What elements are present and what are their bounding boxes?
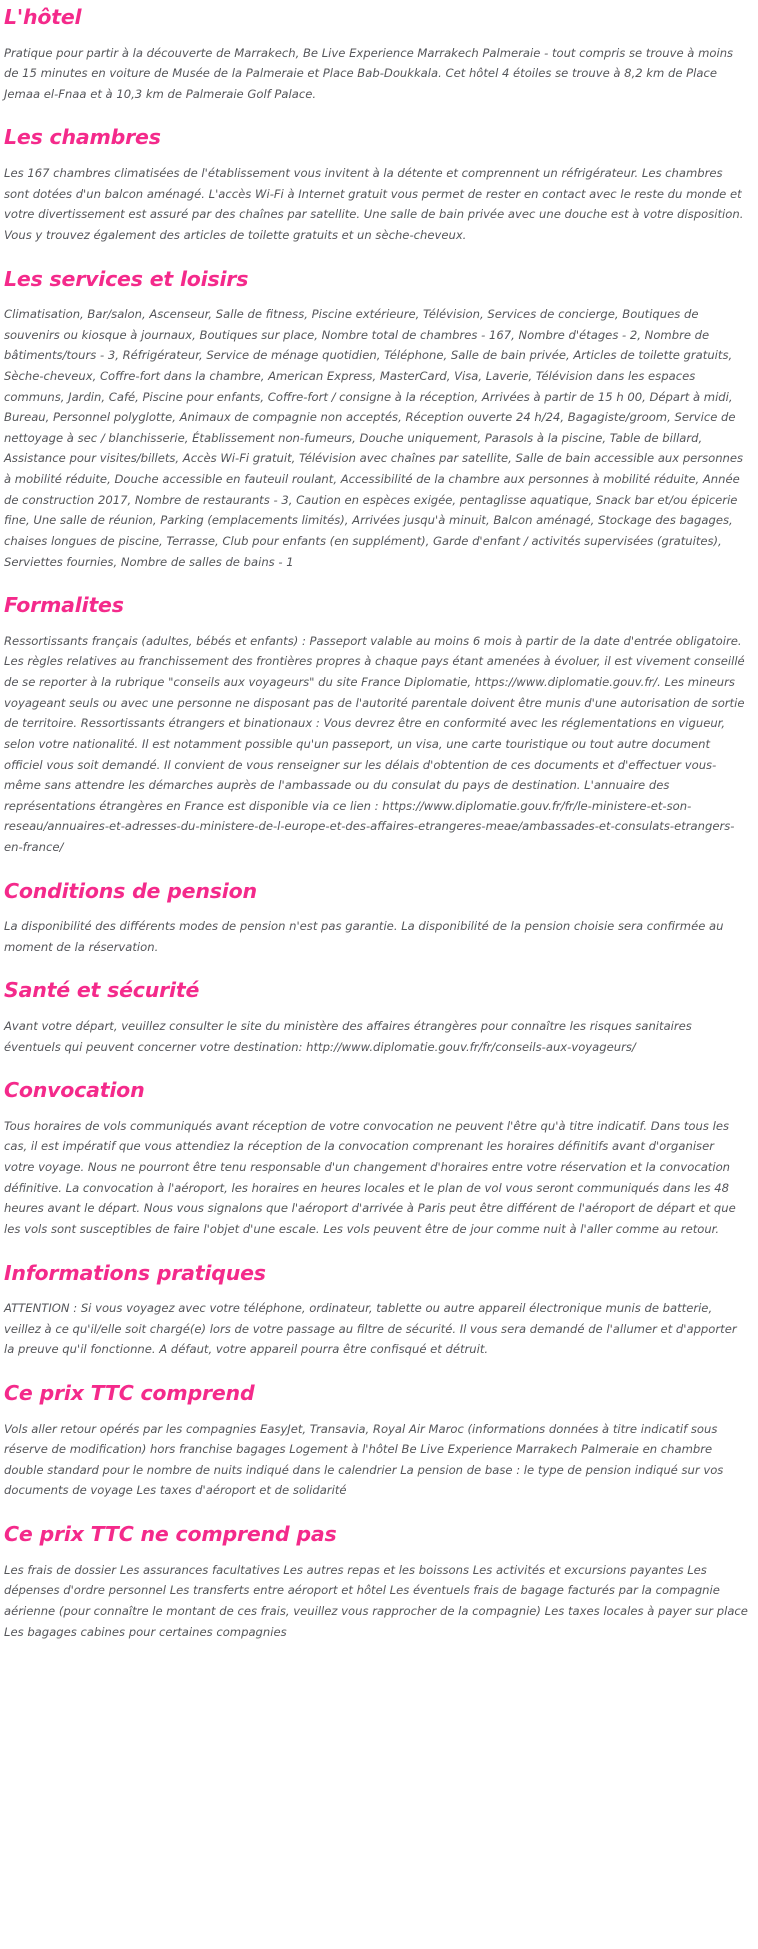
section-prix-ne-comprend-pas	[4, 1523, 748, 1642]
section-services-loisirs	[4, 268, 748, 573]
section-title-informations-pratiques: Informations pratiques	[4, 1260, 266, 1285]
section-title-services-loisirs: Les services et loisirs	[4, 266, 249, 291]
section-informations-pratiques	[4, 1262, 748, 1360]
section-conditions-pension	[4, 880, 748, 958]
section-body-informations-pratiques: ATTENTION : Si vous voyagez avec votre téléphone, ordinateur, tablette ou autre appareil électronique munis de batterie, veillez à ce qu'il/elle soit chargé(e) lors de votre passage au filtre de sécurité. Il vous sera demandé de l'allumer et d'apporter la preuve qu'il fonctionne. A défaut, votre appareil pourra être confisqué et détruit.	[4, 1301, 737, 1357]
section-body-convocation: Tous horaires de vols communiqués avant réception de votre convocation ne peuvent l'être qu'à titre indicatif. Dans tous les cas, il est impératif que vous attendiez la réception de la convocation comprenant les horaires définitifs avant d'organiser votre voyage. Nous ne pourront être tenu responsable d'un changement d'horaires entre votre réservation et la convocation définitive. La convocation à l'aéroport, les horaires en heures locales et le plan de vol vous seront communiqués dans les 48 heures avant le départ. Nous vous signalons que l'aéroport d'arrivée à Paris peut être différent de l'aéroport de départ et que les vols sont susceptibles de faire l'objet d'une escale. Les vols peuvent être de jour comme nuit à l'aller comme au retour.	[4, 1118, 736, 1236]
section-prix-comprend	[4, 1382, 748, 1501]
section-body-hotel: Pratique pour partir à la découverte de Marrakech, Be Live Experience Marrakech Palmeraie - tout compris se trouve à moins de 15 minutes en voiture de Musée de la Palmeraie et Place Bab-Doukkala. Cet hôtel 4 étoiles se trouve à 8,2 km de Place Jemaa el-Fnaa et à 10,3 km de Palmeraie Golf Palace.	[4, 45, 734, 101]
section-title-prix-ne-comprend-pas: Ce prix TTC ne comprend pas	[4, 1522, 337, 1547]
section-body-sante-securite: Avant votre départ, veuillez consulter le site du ministère des affaires étrangères pour connaître les risques sanitaires éventuels qui peuvent concerner votre destination: http://www.diplomatie.gouv.fr/fr/conseils-aux-voyageurs/	[4, 1019, 692, 1054]
section-hotel	[4, 6, 748, 104]
section-convocation	[4, 1079, 748, 1239]
section-title-formalites: Formalites	[4, 593, 124, 618]
section-formalites	[4, 594, 748, 857]
section-sante-securite	[4, 979, 748, 1057]
section-body-prix-ne-comprend-pas: Les frais de dossier Les assurances facultatives Les autres repas et les boissons Les activités et excursions payantes Les dépenses d'ordre personnel Les transferts entre aéroport et hôtel Les éventuels frais de bagage facturés par la compagnie aérienne (pour connaître le montant de ces frais, veuillez vous rapprocher de la compagnie) Les taxes locales à payer sur place Les bagages cabines pour certaines compagnies	[4, 1562, 748, 1639]
section-title-hotel: L'hôtel	[4, 5, 82, 29]
section-title-conditions-pension: Conditions de pension	[4, 878, 257, 903]
section-body-services-loisirs: Climatisation, Bar/salon, Ascenseur, Salle de fitness, Piscine extérieure, Télévision, Services de concierge, Boutiques de souvenirs ou kiosque à journaux, Boutiques sur place, Nombre total de chambres - 167, Nombre d'étages - 2, Nombre de bâtiments/tours - 3, Réfrigérateur, Service de ménage quotidien, Téléphone, Salle de bain privée, Articles de toilette gratuits, Sèche-cheveux, Coffre-fort dans la chambre, American Express, MasterCard, Visa, Laverie, Télévision dans les espaces communs, Jardin, Café, Piscine pour enfants, Coffre-fort / consigne à la réception, Arrivées à partir de 15 h 00, Départ à midi, Bureau, Personnel polyglotte, Animaux de compagnie non acceptés, Réception ouverte 24 h/24, Bagagiste/groom, Service de nettoyage à sec / blanchisserie, Établissement non-fumeurs, Douche uniquement, Parasols à la piscine, Table de billard, Assistance pour visites/billets, Accès Wi-Fi gratuit, Télévision avec chaînes par satellite, Salle de bain accessible aux personnes à mobilité réduite, Douche accessible en fauteuil roulant, Accessibilité de la chambre aux personnes à mobilité réduite, Année de construction 2017, Nombre de restaurants - 3, Caution en espèces exigée, pentaglisse aquatique, Snack bar et/ou épicerie fine, Une salle de réunion, Parking (emplacements limités), Arrivées jusqu'à minuit, Balcon aménagé, Stockage des bagages, chaises longues de piscine, Terrasse, Club pour enfants (en supplément), Garde d'enfant / activités supervisées (gratuites), Serviettes fournies, Nombre de salles de bains - 1	[4, 307, 744, 569]
section-title-sante-securite: Santé et sécurité	[4, 978, 200, 1003]
section-body-formalites: Ressortissants français (adultes, bébés et enfants) : Passeport valable au moins 6 mois à partir de la date d'entrée obligatoire. Les règles relatives au franchissement des frontières propres à chaque pays étant amenées à évoluer, il est vivement conseillé de se reporter à la rubrique "conseils aux voyageurs" du site France Diplomatie, https://www.diplomatie.gouv.fr/. Les mineurs voyageant seuls ou avec une personne ne disposant pas de l'autorité parentale doivent être munis d'une autorisation de sortie de territoire. Ressortissants étrangers et binationaux : Vous devrez être en conformité avec les réglementations en vigueur, selon votre nationalité. Il est notamment possible qu'un passeport, un visa, une carte touristique ou tout autre document officiel vous soit demandé. Il convient de vous renseigner sur les délais d'obtention de ces documents et d'effectuer vous-même sans attendre les démarches auprès de l'ambassade ou du consulat du pays de destination. L'annuaire des représentations étrangères en France est disponible via ce lien : https://www.diplomatie.gouv.fr/fr/le-ministere-et-son-reseau/annuaires-et-adresses-du-ministere-de-l-europe-et-des-affaires-etrangeres-meae/ambassades-et-consulats-etrangers-en-france/	[4, 633, 745, 854]
section-body-conditions-pension: La disponibilité des différents modes de pension n'est pas garantie. La disponibilité de la pension choisie sera confirmée au moment de la réservation.	[4, 919, 724, 954]
section-title-chambres: Les chambres	[4, 125, 161, 150]
section-title-convocation: Convocation	[4, 1078, 145, 1103]
section-title-prix-comprend: Ce prix TTC comprend	[4, 1381, 255, 1405]
section-chambres	[4, 126, 748, 245]
section-body-prix-comprend: Vols aller retour opérés par les compagnies EasyJet, Transavia, Royal Air Maroc (informations données à titre indicatif sous réserve de modification) hors franchise bagages Logement à l'hôtel Be Live Experience Marrakech Palmeraie en chambre double standard pour le nombre de nuits indiqué dans le calendrier La pension de base : le type de pension indiqué sur vos documents de voyage Les taxes d'aéroport et de solidarité	[4, 1421, 724, 1498]
section-body-chambres: Les 167 chambres climatisées de l'établissement vous invitent à la détente et comprennent un réfrigérateur. Les chambres sont dotées d'un balcon aménagé. L'accès Wi-Fi à Internet gratuit vous permet de rester en contact avec le reste du monde et votre divertissement est assuré par des chaînes par satellite. Une salle de bain privée avec une douche est à votre disposition. Vous y trouvez également des articles de toilette gratuits et un sèche-cheveux.	[4, 166, 744, 242]
